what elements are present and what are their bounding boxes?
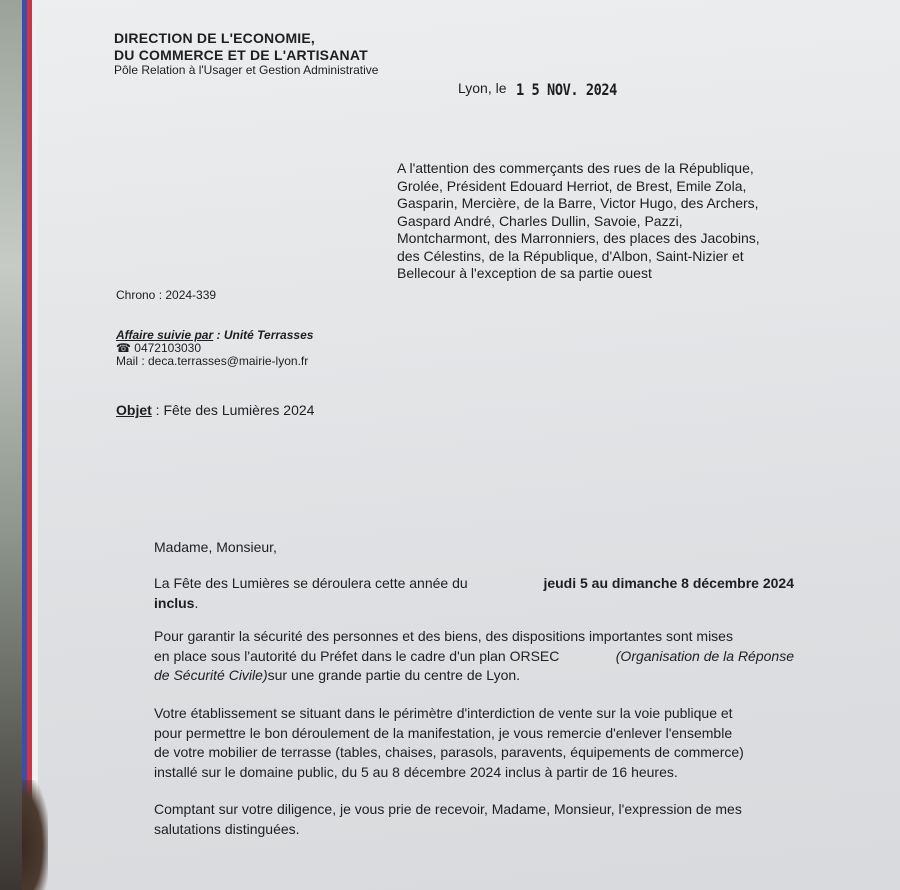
recipient-line: Grolée, Président Edouard Herriot, de Brest, Emile Zola, <box>397 177 747 194</box>
p3-line: pour permettre le bon déroulement de la manifestation, je vous remercie d'enlever l'ensemble <box>154 724 733 741</box>
objet-value: : Fête des Lumières 2024 <box>151 402 315 418</box>
paragraph-dates <box>154 574 794 613</box>
paragraph-securite <box>154 627 794 686</box>
paragraph-terrasse <box>154 704 794 782</box>
p1-text: La Fête des Lumières se déroulera cette année du <box>154 575 468 591</box>
p2-line: en place sous l'autorité du Préfet dans le cadre d'un plan ORSEC <box>154 647 560 664</box>
p2-orsec-italic: (Organisation de la Réponse <box>615 647 794 664</box>
p2-line: Pour garantir la sécurité des personnes et des biens, des dispositions importantes sont mises <box>154 628 733 644</box>
letter-page <box>22 0 900 890</box>
p1-inclus-bold: inclus <box>154 594 195 611</box>
paragraph-closing <box>154 800 794 839</box>
date-stamp: 1 5 NOV. 2024 <box>516 80 617 99</box>
salutation-text: Madame, Monsieur, <box>154 539 277 555</box>
chrono-reference: Chrono : 2024-339 <box>116 288 217 302</box>
recipient-line: des Célestins, de la République, d'Albon, Saint-Nizier et <box>397 247 744 264</box>
header-commerce: DU COMMERCE ET DE L'ARTISANAT <box>114 47 368 63</box>
p2-line: sur une grande partie du centre de Lyon. <box>267 667 521 683</box>
objet-label: Objet <box>116 402 152 418</box>
affaire-suivie <box>116 328 313 342</box>
recipient-line: Montcharmont, des Marronniers, des places des Jacobins, <box>397 230 760 246</box>
p1-period: . <box>194 594 199 611</box>
p1-dates-bold: jeudi 5 au dimanche 8 décembre 2024 <box>543 575 794 591</box>
p3-line: de votre mobilier de terrasse (tables, chaises, parasols, paravents, équipements de commerce) <box>154 744 744 760</box>
thumb-shadow <box>22 780 48 890</box>
p4-line: Comptant sur votre diligence, je vous prie de recevoir, Madame, Monsieur, l'expression de mes <box>154 801 742 817</box>
recipient-line: Gasparin, Mercière, de la Barre, Victor Hugo, des Archers, <box>397 195 759 211</box>
recipient-line: Gaspard André, Charles Dullin, Savoie, Pazzi, <box>397 212 683 229</box>
header-pole: Pôle Relation à l'Usager et Gestion Administrative <box>114 63 379 77</box>
salutation <box>154 538 794 558</box>
date-label: Lyon, le <box>458 80 507 96</box>
affaire-label: Affaire suivie par <box>116 328 214 342</box>
recipient-line: A l'attention des commerçants des rues de la République, <box>397 160 754 176</box>
header-direction: DIRECTION DE L'ECONOMIE, <box>114 30 316 46</box>
p3-line: installé sur le domaine public, du 5 au 8 décembre 2024 inclus à partir de 16 heures. <box>154 763 678 780</box>
background-window <box>0 0 22 890</box>
phone-number: ☎ 0472103030 <box>116 341 202 355</box>
objet-line <box>116 402 314 418</box>
p3-line: Votre établissement se situant dans le périmètre d'interdiction de vente sur la voie publique et <box>154 705 733 721</box>
p2-orsec-italic-cont: de Sécurité Civile) <box>154 667 268 683</box>
affaire-value: : Unité Terrasses <box>213 328 314 342</box>
recipient-line: Bellecour à l'exception de sa partie ouest <box>397 265 652 281</box>
recipient-block <box>397 160 837 283</box>
mail-address: Mail : deca.terrasses@mairie-lyon.fr <box>116 354 309 368</box>
tricolor-stripe-white <box>32 0 38 890</box>
p4-line: salutations distinguées. <box>154 820 300 837</box>
